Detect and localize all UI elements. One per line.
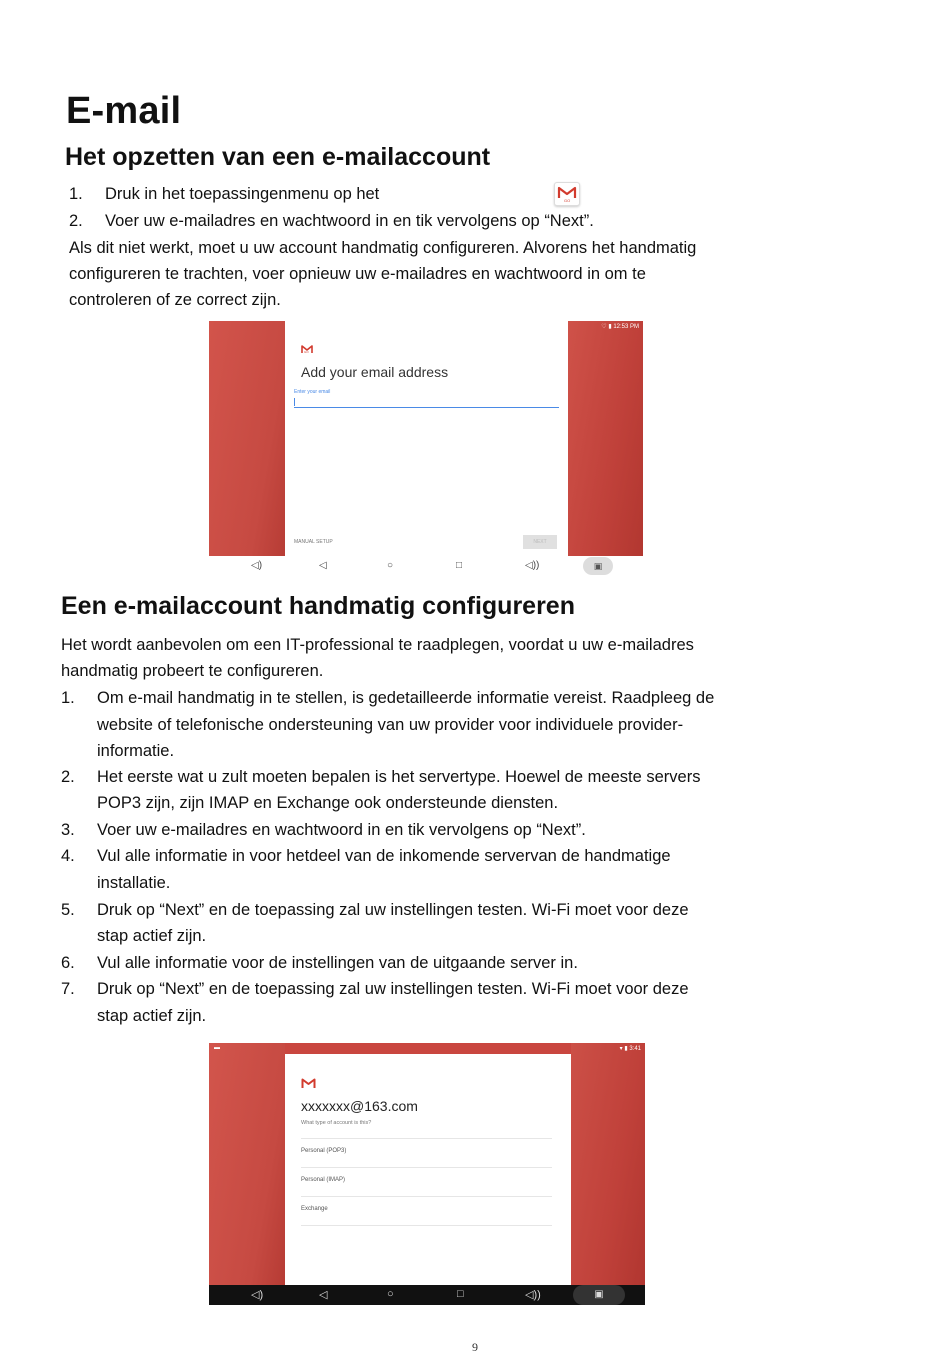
step-number: 3. [61,821,75,839]
navigation-bar [209,556,643,576]
navigation-bar [209,1285,645,1305]
step-number: 1. [61,689,75,707]
step-number: 2. [61,768,75,786]
step-number: 2. [69,212,83,230]
step-number: 6. [61,954,75,972]
option-imap[interactable]: Personal (IMAP) [301,1177,346,1183]
paragraph-line: configureren te trachten, voer opnieuw uw e-mailadres en wachtwoord in om te [69,265,646,283]
step-text: stap actief zijn. [97,927,207,945]
email-input[interactable] [294,397,559,408]
step-text: stap actief zijn. [97,1007,207,1025]
gmail-logo-icon [301,1076,316,1094]
recents-icon[interactable]: □ [457,1288,464,1300]
step-text: Druk op “Next” en de toepassing zal uw instellingen testen. Wi-Fi moet voor deze [97,980,689,998]
section-heading-manual: Een e-mailaccount handmatig configureren [61,592,575,620]
step-text: informatie. [97,742,175,760]
status-bar [620,1045,641,1052]
email-input-label: Enter your email [294,389,331,395]
status-time: 12:53 PM [613,324,639,330]
paragraph-line: Als dit niet werkt, moet u uw account handmatig configureren. Alvorens het handmatig [69,239,697,257]
heart-icon: ♡ [601,324,607,330]
back-icon[interactable]: ◁ [319,560,327,571]
background-panel-right [568,321,643,556]
option-pop3[interactable]: Personal (POP3) [301,1148,347,1154]
screenshot-add-email [209,321,643,556]
section-heading-setup: Het opzetten van een e-mailaccount [65,143,491,171]
manual-setup-button[interactable]: MANUAL SETUP [294,539,333,545]
screenshot-icon[interactable]: ▣ [583,557,613,575]
screenshot-icon[interactable]: ▣ [573,1285,625,1305]
home-icon[interactable]: ○ [387,1288,394,1300]
battery-icon: ▮ [608,324,612,330]
step-text: website of telefonische ondersteuning van uw provider voor individuele provider- [97,716,684,734]
background-panel-left [209,321,285,556]
paragraph-line: controleren of ze correct zijn. [69,291,281,309]
paragraph-line: Het wordt aanbevolen om een IT-professional te raadplegen, voordat u uw e-mailadres [61,636,694,654]
volume-up-icon[interactable]: ◁)) [525,560,540,571]
paragraph-line: handmatig probeert te configureren. [61,662,324,680]
step-text: Voer uw e-mailadres en wachtwoord in en tik vervolgens op “Next”. [105,212,594,230]
step-text: Het eerste wat u zult moeten bepalen is het servertype. Hoewel de meeste servers [97,768,701,786]
wifi-icon: ▾ [619,1046,623,1052]
divider [301,1138,552,1139]
step-text: Vul alle informatie in voor hetdeel van de inkomende servervan de handmatige [97,847,671,865]
background-panel-right [571,1043,645,1285]
step-text: Druk op “Next” en de toepassing zal uw instellingen testen. Wi-Fi moet voor deze [97,901,689,919]
account-type-card [285,1054,571,1285]
gmail-logo-icon: GO [301,341,313,359]
divider [301,1196,552,1197]
step-text: Voer uw e-mailadres en wachtwoord in en tik vervolgens op “Next”. [97,821,586,839]
back-icon[interactable]: ◁ [319,1289,328,1301]
account-type-question: What type of account is this? [301,1120,372,1126]
step-text: Druk in het toepassingenmenu op het [105,185,380,203]
account-email: xxxxxxx@163.com [301,1098,418,1114]
status-time: 3:41 [629,1046,641,1052]
volume-down-icon[interactable]: ◁) [251,1289,264,1301]
home-icon[interactable]: ○ [387,560,394,571]
step-text: Vul alle informatie voor de instellingen van de uitgaande server in. [97,954,578,972]
divider [301,1167,552,1168]
notification-icon: ▬ [214,1045,220,1051]
screenshot-account-type [209,1043,645,1285]
page-number: 9 [472,1340,478,1354]
setup-card [285,321,568,556]
status-bar [601,323,639,330]
recents-icon[interactable]: □ [456,560,463,571]
step-text: Om e-mail handmatig in te stellen, is gedetailleerde informatie vereist. Raadpleeg de [97,689,715,707]
step-number: 4. [61,847,75,865]
next-button[interactable]: NEXT [523,535,557,549]
step-number: 7. [61,980,75,998]
text-cursor [294,398,295,406]
step-text: installatie. [97,874,171,892]
option-exchange[interactable]: Exchange [301,1206,328,1212]
volume-down-icon[interactable]: ◁) [251,560,263,571]
background-panel-left [209,1043,285,1285]
battery-icon: ▮ [624,1046,628,1052]
step-number: 1. [69,185,83,203]
page-title: E-mail [66,90,182,132]
divider [301,1225,552,1226]
step-text: POP3 zijn, zijn IMAP en Exchange ook ondersteunde diensten. [97,794,559,812]
volume-up-icon[interactable]: ◁)) [525,1289,541,1301]
gmail-app-icon: GO [554,182,580,206]
add-email-heading: Add your email address [301,364,449,380]
step-number: 5. [61,901,75,919]
